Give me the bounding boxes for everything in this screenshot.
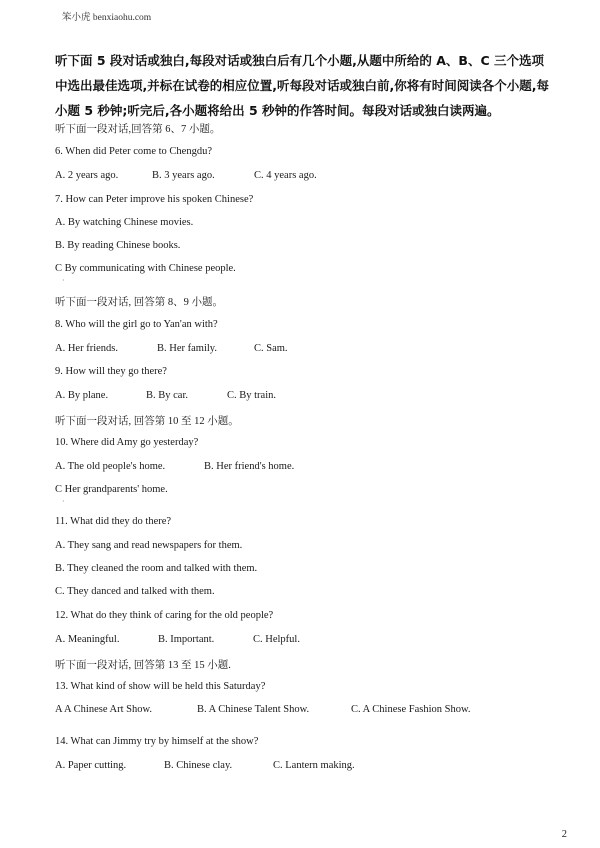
option-a: A. Paper cutting. [55, 760, 127, 771]
section-intro-1: 听下面一段对话,回答第 6、7 小题。 [55, 124, 221, 135]
option-a: A. Her friends. [55, 343, 118, 354]
section-instructions: 听下面 5 段对话或独白,每段对话或独白后有几个小题,从题中所给的 A、B、C 三个选项中选出最佳选项,并标在试卷的相应位置,听每段对话或独白前,你将有时间阅读各个小题,每小题 5 秒钟;听完后,各小题将给出 5 秒钟的作答时间。每段对话或独白读两遍。 [55, 53, 549, 118]
option-c: C. By train. [227, 390, 276, 401]
question-11: 11. What did they do there? [55, 516, 172, 527]
option-a: A A Chinese Art Show. [55, 704, 153, 715]
option-c: C. Helpful. [253, 634, 300, 645]
question-14: 14. What can Jimmy try by himself at the show? [55, 736, 259, 747]
option-b: B. 3 years ago. [152, 170, 215, 181]
option-b: B. A Chinese Talent Show. [197, 704, 310, 715]
stray-mark: · [62, 276, 65, 285]
option-c: C. 4 years ago. [254, 170, 317, 181]
section-intro-3: 听下面一段对话, 回答第 10 至 12 小题。 [55, 416, 239, 427]
question-11-option-a: A. They sang and read newspapers for them. [55, 540, 243, 551]
stray-mark: · [62, 497, 65, 506]
option-a: A. The old people's home. [55, 461, 166, 472]
option-a: A. 2 years ago. [55, 170, 119, 181]
question-7-option-a: A. By watching Chinese movies. [55, 217, 194, 228]
option-b: B. Chinese clay. [164, 760, 233, 771]
option-b: B. By car. [146, 390, 188, 401]
option-c: C. A Chinese Fashion Show. [351, 704, 471, 715]
option-b: B. Important. [158, 634, 215, 645]
option-a: A. Meaningful. [55, 634, 120, 645]
question-9: 9. How will they go there? [55, 366, 167, 377]
question-7: 7. How can Peter improve his spoken Chinese? [55, 194, 254, 205]
question-7-option-b: B. By reading Chinese books. [55, 240, 181, 251]
option-b: B. Her family. [157, 343, 217, 354]
question-6: 6. When did Peter come to Chengdu? [55, 146, 212, 157]
question-10-option-c: C Her grandparents' home. [55, 484, 168, 495]
question-12: 12. What do they think of caring for the old people? [55, 610, 274, 621]
site-header: 笨小虎 benxiaohu.com [62, 13, 152, 23]
question-7-option-c: C By communicating with Chinese people. [55, 263, 236, 274]
question-13: 13. What kind of show will be held this Saturday? [55, 681, 266, 692]
option-c: C. Sam. [254, 343, 288, 354]
page-number: 2 [561, 829, 567, 840]
question-10: 10. Where did Amy go yesterday? [55, 437, 199, 448]
question-8: 8. Who will the girl go to Yan'an with? [55, 319, 218, 330]
option-a: A. By plane. [55, 390, 109, 401]
question-11-option-b: B. They cleaned the room and talked with them. [55, 563, 258, 574]
section-intro-2: 听下面一段对话, 回答第 8、9 小题。 [55, 297, 223, 308]
question-11-option-c: C. They danced and talked with them. [55, 586, 215, 597]
option-c: C. Lantern making. [273, 760, 355, 771]
section-intro-4: 听下面一段对话, 回答第 13 至 15 小题. [55, 660, 231, 671]
option-b: B. Her friend's home. [204, 461, 295, 472]
